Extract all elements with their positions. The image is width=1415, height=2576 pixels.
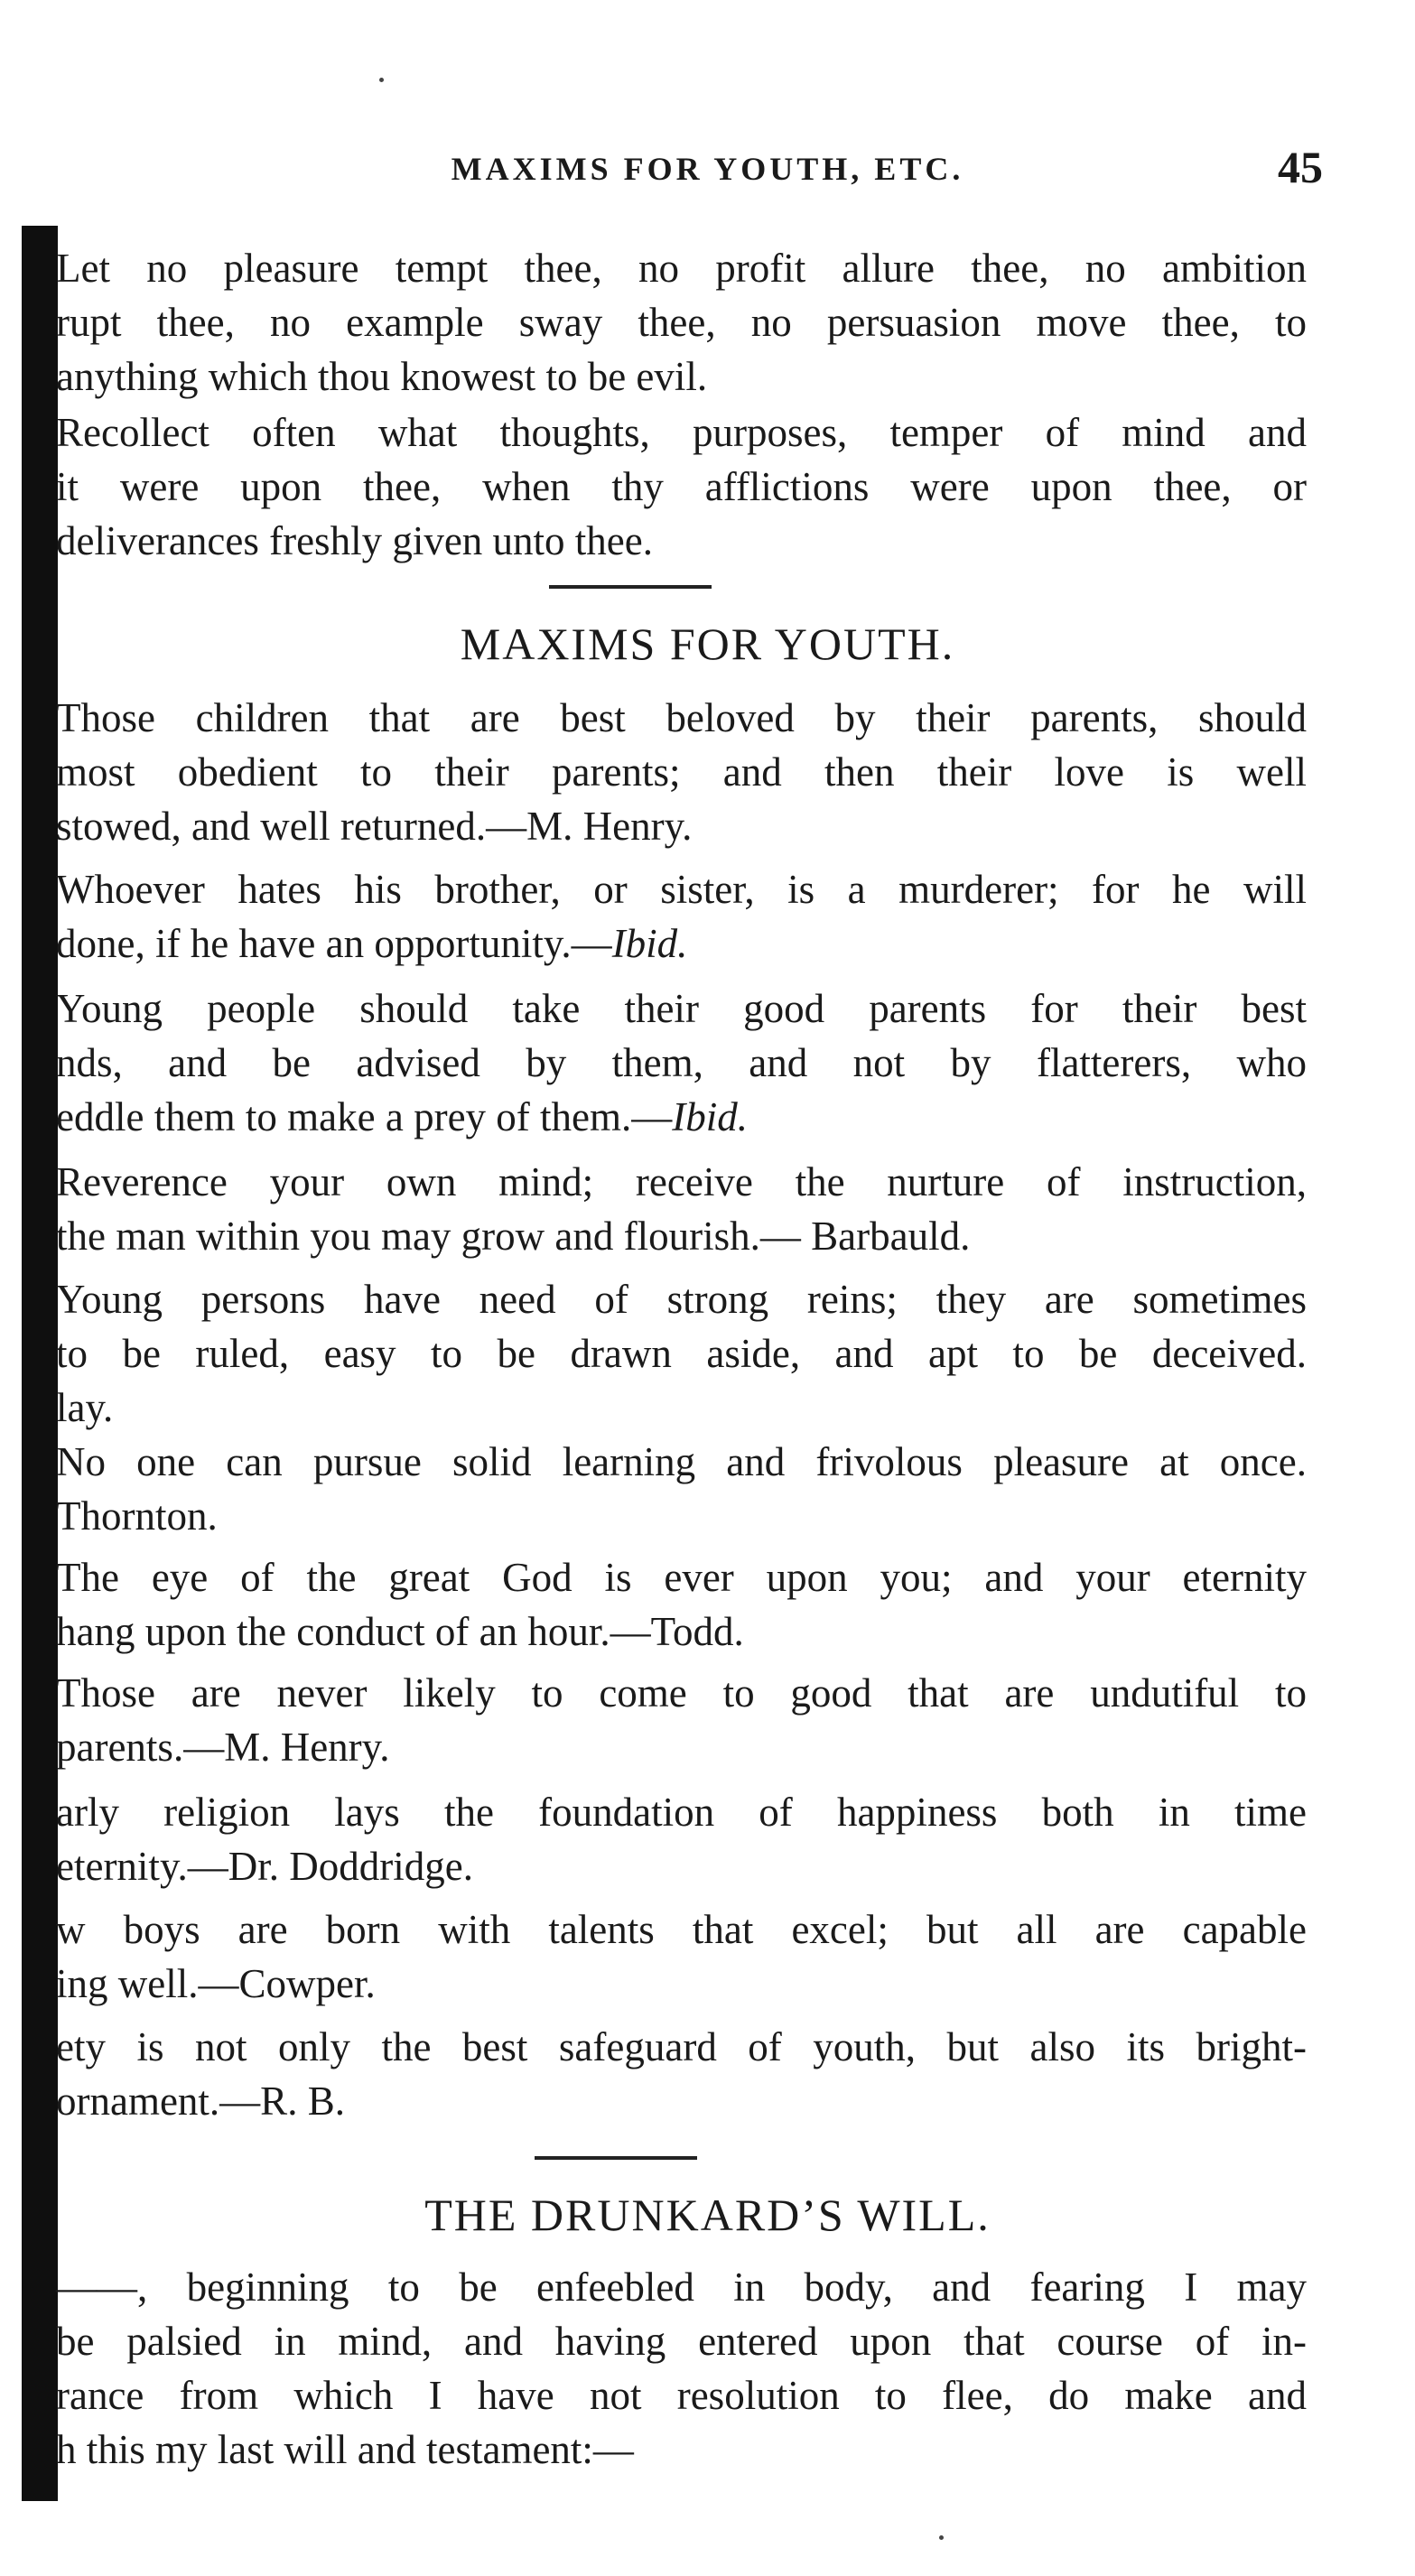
maxim-line: most obedient to their parents; and then their love is well [56,749,1307,795]
maxim-line: Those children that are best beloved by their parents, should [56,695,1307,740]
section-divider [549,585,712,589]
section-heading: THE DRUNKARD’S WILL. [424,2190,991,2240]
maxim-line: No one can pursue solid learning and frivolous pleasure at once. [56,1439,1307,1484]
maxim-text: done, if he have an opportunity.— [56,921,612,966]
text-line: be palsied in mind, and having entered upon that course of in- [56,2319,1307,2364]
page-number: 45 [1278,142,1323,192]
text-line: Recollect often what thoughts, purposes, temper of mind and [56,410,1307,455]
attribution-ibid: Ibid. [672,1094,749,1139]
attribution-ibid: Ibid. [611,921,688,966]
maxim-line: nds, and be advised by them, and not by flatterers, who [56,1040,1307,1085]
text-line: h this my last will and testament:— [56,2427,634,2472]
maxim-line: Whoever hates his brother, or sister, is a murderer; for he will [56,867,1307,912]
maxim-line: Young people should take their good parents for their best [56,986,1307,1031]
maxim-line: Young persons have need of strong reins; they are sometimes [56,1277,1307,1322]
text-line: Let no pleasure tempt thee, no profit allure thee, no ambition [56,246,1307,291]
maxim-text: eddle them to make a prey of them.— [56,1094,673,1139]
maxim-line: ety is not only the best safeguard of youth, but also its bright- [56,2024,1307,2069]
maxim-line: lay. [56,1385,114,1430]
maxim-line: eternity.—Dr. Doddridge. [56,1844,473,1889]
book-spine-shadow [22,226,58,2501]
maxim-line: w boys are born with talents that excel; but all are capable [56,1907,1307,1952]
ink-speck [379,78,384,82]
maxim-line: the man within you may grow and flourish.— Barbauld. [56,1214,971,1259]
text-line: rupt thee, no example sway thee, no persuasion move thee, to [56,300,1307,345]
maxim-line: ing well.—Cowper. [56,1961,376,2006]
text-line: rance from which I have not resolution to flee, do make and [56,2373,1307,2418]
maxim-line: parents.—M. Henry. [56,1725,390,1770]
maxim-line: stowed, and well returned.—M. Henry. [56,804,693,849]
text-line: deliverances freshly given unto thee. [56,518,654,563]
maxim-line: hang upon the conduct of an hour.—Todd. [56,1609,744,1654]
ink-speck [939,2535,944,2540]
maxim-line: The eye of the great God is ever upon you; and your eternity [56,1555,1307,1600]
maxim-line: arly religion lays the foundation of happiness both in time [56,1790,1307,1835]
text-line: anything which thou knowest to be evil. [56,354,708,399]
section-heading: MAXIMS FOR YOUTH. [460,618,955,669]
maxim-line: ornament.—R. B. [56,2078,345,2124]
maxim-line [56,917,1307,970]
maxim-line: Those are never likely to come to good that are undutiful to [56,1670,1307,1716]
running-header: MAXIMS FOR YOUTH, ETC. [451,151,964,187]
maxim-line: Reverence your own mind; receive the nurture of instruction, [56,1159,1307,1204]
text-line: it were upon thee, when thy afflictions were upon thee, or [56,464,1307,509]
maxim-line: to be ruled, easy to be drawn aside, and apt to be deceived. [56,1331,1307,1376]
section-divider [535,2156,697,2160]
maxim-line: Thornton. [56,1493,218,1539]
maxim-line [56,1091,1307,1143]
text-line: ——, beginning to be enfeebled in body, and fearing I may [56,2264,1307,2310]
